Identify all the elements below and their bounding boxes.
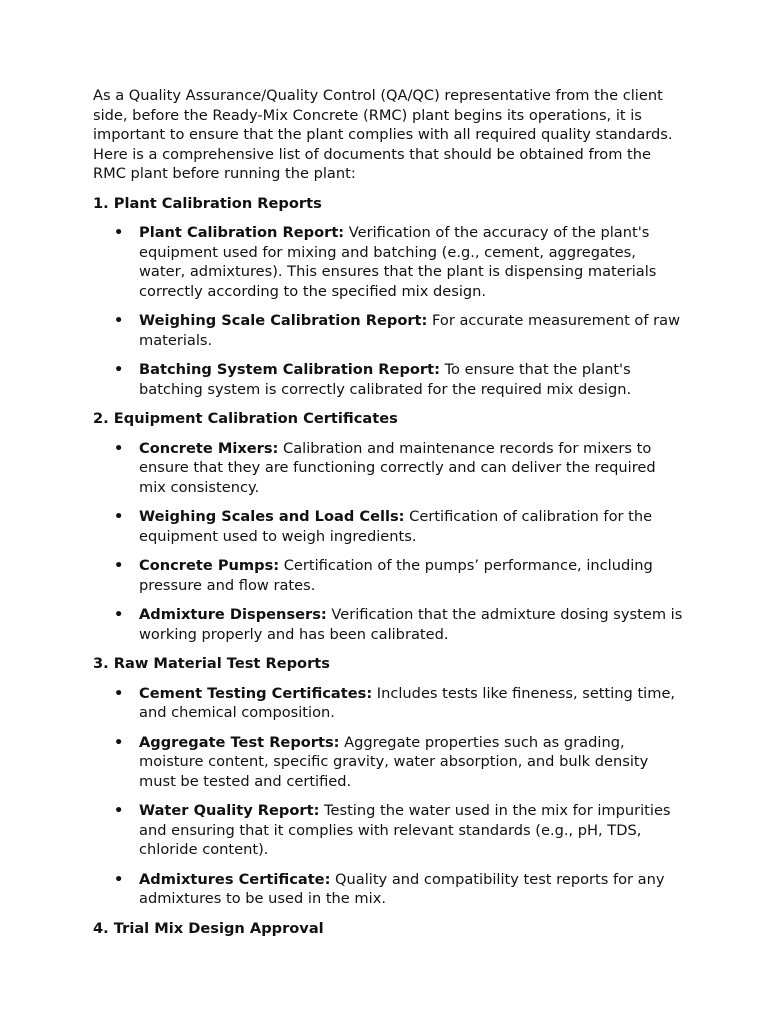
bullet-icon: • [114,802,124,819]
item-text: Aggregate properties such as grading, moisture content, specific gravity, water absorption, and bulk density must be tested and certified. [139,733,649,790]
section-1 [93,194,683,400]
bullet-icon: • [114,361,124,378]
list-item [93,556,683,595]
list-item [93,439,683,498]
item-text: Includes tests like fineness, setting time, and chemical composition. [139,684,676,721]
bullet-icon: • [114,312,124,329]
section-2 [93,409,683,644]
item-text: Quality and compatibility test reports for any admixtures to be used in the mix. [139,870,665,907]
bullet-list [93,684,683,909]
list-item [93,507,683,546]
bullet-icon: • [114,870,124,888]
bullet-icon: • [114,508,124,525]
list-item [93,870,683,909]
item-text: Calibration and maintenance records for mixers to ensure that they are functioning correctly and can deliver the required mix consistency. [139,439,656,496]
bullet-icon: • [114,439,124,457]
item-term: Batching System Calibration Report: [139,361,440,378]
bullet-icon: • [114,733,124,751]
item-text: Verification of the accuracy of the plant's equipment used for mixing and batching (e.g., cement, aggregates, water, admixtures). This ensures that the plant is dispensing materials correctly according to the specified mix design. [139,224,657,300]
section-heading: 4. Trial Mix Design Approval [93,919,324,937]
item-term: Concrete Pumps: [139,557,280,574]
item-text: To ensure that the plant's batching system is correctly calibrated for the required mix design. [139,361,632,398]
bullet-list [93,439,683,645]
bullet-icon: • [114,224,124,241]
bullet-icon: • [114,557,124,574]
item-term: Plant Calibration Report: [139,224,345,241]
bullet-icon: • [114,684,124,702]
item-text: Testing the water used in the mix for impurities and ensuring that it complies with relevant standards (e.g., pH, TDS, chloride content). [139,802,671,858]
bullet-list [93,223,683,399]
item-term: Cement Testing Certificates: [139,684,373,702]
item-text: Verification that the admixture dosing system is working properly and has been calibrated. [139,606,683,643]
list-item [93,605,683,644]
list-item [93,801,683,860]
list-item [93,223,683,301]
section-3 [93,654,683,909]
list-item [93,733,683,792]
item-term: Admixtures Certificate: [139,870,331,888]
item-term: Weighing Scale Calibration Report: [139,312,428,329]
list-item [93,684,683,723]
section-4 [93,919,683,939]
intro-paragraph: As a Quality Assurance/Quality Control (QA/QC) representative from the client side, before the Ready-Mix Concrete (RMC) plant begins its operations, it is important to ensure that the plant complies with all required quality standards. Here is a comprehensive list of documents that should be obtained from the RMC plant before running the plant: [93,87,673,182]
item-term: Aggregate Test Reports: [139,733,340,751]
item-term: Concrete Mixers: [139,439,279,457]
section-heading: 3. Raw Material Test Reports [93,655,330,672]
item-term: Admixture Dispensers: [139,606,327,623]
section-heading: 2. Equipment Calibration Certificates [93,410,398,427]
item-term: Weighing Scales and Load Cells: [139,508,405,525]
item-text: Certification of the pumps’ performance, including pressure and flow rates. [139,557,653,594]
item-term: Water Quality Report: [139,802,320,819]
item-text: For accurate measurement of raw materials. [139,312,681,349]
section-heading: 1. Plant Calibration Reports [93,194,322,212]
document-page [93,86,683,948]
list-item [93,311,683,350]
list-item [93,360,683,399]
item-text: Certification of calibration for the equipment used to weigh ingredients. [139,508,653,545]
bullet-icon: • [114,606,124,623]
